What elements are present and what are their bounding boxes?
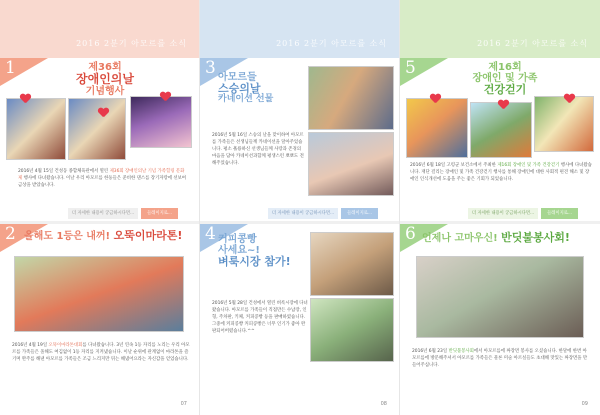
page-07 xyxy=(0,0,200,415)
page-number: 09 xyxy=(581,401,588,407)
more-button[interactable]: 들레이지로... xyxy=(141,208,178,219)
title-line-3: 벼룩시장 참가! xyxy=(218,255,291,268)
item-number: 5 xyxy=(405,58,416,78)
more-label: 더 자세한 내용이 궁금하시다면... xyxy=(68,208,138,219)
body-text: 2016년 4월 15일 건성동 종합체육관에서 열린 xyxy=(18,169,110,174)
title-line-3: 기념행사 xyxy=(85,86,125,98)
photo-event-3 xyxy=(130,96,192,148)
more-row xyxy=(468,208,578,219)
news-item-3 xyxy=(200,58,400,221)
photo-flea-market-2 xyxy=(310,298,394,362)
photo-flea-market-1 xyxy=(310,232,394,296)
title-accent: 올해도 1등은 내꺼! xyxy=(24,231,114,242)
more-button[interactable]: 들레이지로... xyxy=(541,208,578,219)
item-body xyxy=(212,132,306,167)
title-main: 반딧불봉사회! xyxy=(501,231,570,244)
body-highlight: 제16회 장애인 및 가족 건강걷기 xyxy=(497,163,560,168)
news-item-2 xyxy=(0,224,200,394)
title-line-2: 장애인의날 xyxy=(76,72,134,86)
title-line-1: 커피콩빵 xyxy=(218,234,257,245)
body-text: 2016년 5월 28일 건성에서 열린 벼룩시장에 다녀왔습니다. 아모르를 가족들이 직접만든 수납장, 인형, 주차판, 키체, 커피콩빵 등을 판매하였습니다. 그중에 커피콩빵 커피콩빵은 너무 인기가 좋아 완판되어버렸습니다.^^ xyxy=(212,301,308,334)
photo-carnation-1 xyxy=(308,66,394,130)
photo-walk-1 xyxy=(406,98,468,158)
heart-icon xyxy=(20,94,30,103)
page-number: 08 xyxy=(380,401,387,407)
item-body xyxy=(212,300,308,335)
body-highlight: 제36회 장애인의날 기념 가족힐링 문화제 xyxy=(18,169,185,181)
news-item-5 xyxy=(400,58,600,221)
page-header-title: 2016 2분기 아모르를 소식 xyxy=(477,39,588,48)
body-text: 행사에 다녀왔습니다. 이날 우리 아모르를 한둥들은 준비한 댄스를 장기자랑에 선보여 금상을 받았습니다. xyxy=(18,176,187,188)
photo-walk-3 xyxy=(534,96,594,152)
item-body xyxy=(12,342,190,363)
more-label: 더 자세한 내용이 궁금하시다면... xyxy=(268,208,338,219)
title-line-3: 건강걷기 xyxy=(483,83,527,96)
item-number: 6 xyxy=(405,224,416,244)
heart-icon xyxy=(430,94,440,103)
body-text: 2016년 6월 18일 고령군 보건소에서 주최한 xyxy=(410,163,498,168)
body-text: 를 다녀왔습니다. 3년 연속 1등 자리를 노리는 우리 아모르를 가족들은 올해도 여김없이 1등 자리를 지켜냈습니다. 이날 순위에 관계없이 마라톤을 즐기며 완주를 해낸 아모르를 가족들은 조금 느리지만 뒤는 해냈어요라는 자신감을 얻었습니다. xyxy=(12,343,190,362)
item-title xyxy=(24,230,196,242)
page-header-band xyxy=(0,0,199,58)
title-line-3: 카네이션 선물 xyxy=(218,94,274,105)
body-highlight: 반딧불봉사회 xyxy=(448,349,474,354)
item-title xyxy=(218,72,308,105)
news-item-4 xyxy=(200,224,400,394)
photo-event-2 xyxy=(68,98,126,160)
item-title xyxy=(422,232,596,244)
item-number: 4 xyxy=(205,224,216,244)
photo-event-1 xyxy=(6,98,66,160)
page-08 xyxy=(200,0,400,415)
heart-icon xyxy=(564,94,574,103)
photo-volunteer xyxy=(416,256,584,338)
page-header-title: 2016 2분기 아모르를 소식 xyxy=(276,39,387,48)
body-text: 2016년 5월 16일 스승의 날을 맞이하여 아모르를 가족들은 선생님들께 카네이션을 달아주었습니다. 평소 훌륭하신 선생님들께 사랑과 존경의 마음을 담아 카네이션과함께 평생스런 뽀뽀도 전해주었습니다. xyxy=(212,133,304,166)
page-header-band xyxy=(400,0,600,58)
item-title xyxy=(440,62,570,96)
body-text: 행사에 다녀왔습니다. 재단 걸리는 장애인 및 가족 건강걷기 행사를 통해 장애인에 대한 사회적 편견 해소 및 장애인 인식개선에 도움을 주는 좋은 기회가 되었습니다. xyxy=(410,163,592,182)
page-header-band xyxy=(200,0,399,58)
title-main: 오뚝이마라톤! xyxy=(113,229,183,242)
more-label: 더 자세한 내용이 궁금하시다면... xyxy=(468,208,538,219)
title-line-2: 사세요~! xyxy=(218,245,260,256)
photo-walk-2 xyxy=(470,102,532,158)
item-title xyxy=(40,62,170,97)
title-line-1: 제36회 xyxy=(88,62,122,73)
title-line-2: 스승의날 xyxy=(218,82,261,95)
body-text: 2016년 6월 23일 xyxy=(412,349,449,354)
news-item-6 xyxy=(400,224,600,394)
body-text: 에서 아모르를에 짜장면 봉사를 오셨습니다. 한달에 한번 아모르를에 방문해주셔서 아모르를 가족들은 물론 미술 아르실들도 초대해 맛있는 짜장면을 만들어주십니다. xyxy=(412,349,588,368)
title-line-1: 제16회 xyxy=(488,62,522,73)
news-item-1 xyxy=(0,58,200,221)
more-row xyxy=(268,208,378,219)
title-line-2: 장애인 및 가족 xyxy=(472,73,538,84)
item-body xyxy=(412,348,590,369)
heart-icon xyxy=(98,108,108,117)
body-text: 2016년 4월 19일 xyxy=(12,343,49,348)
page-number: 07 xyxy=(180,401,187,407)
heart-icon xyxy=(498,100,508,109)
page-header-title: 2016 2분기 아모르를 소식 xyxy=(76,39,187,48)
item-number: 3 xyxy=(205,58,216,78)
title-line-1: 아모르들 xyxy=(218,72,257,83)
item-body xyxy=(18,168,188,189)
item-body xyxy=(410,162,592,183)
title-accent: 언제나 고마우신! xyxy=(422,233,502,244)
photo-carnation-2 xyxy=(308,132,394,196)
item-title xyxy=(218,234,310,268)
body-highlight: 오뚝이마라톤대회 xyxy=(48,343,83,348)
heart-icon xyxy=(160,92,170,101)
item-number: 2 xyxy=(5,224,16,244)
more-row xyxy=(68,208,178,219)
item-number: 1 xyxy=(5,58,16,78)
page-09 xyxy=(400,0,600,415)
more-button[interactable]: 들레이지로... xyxy=(341,208,378,219)
photo-marathon xyxy=(14,256,184,332)
